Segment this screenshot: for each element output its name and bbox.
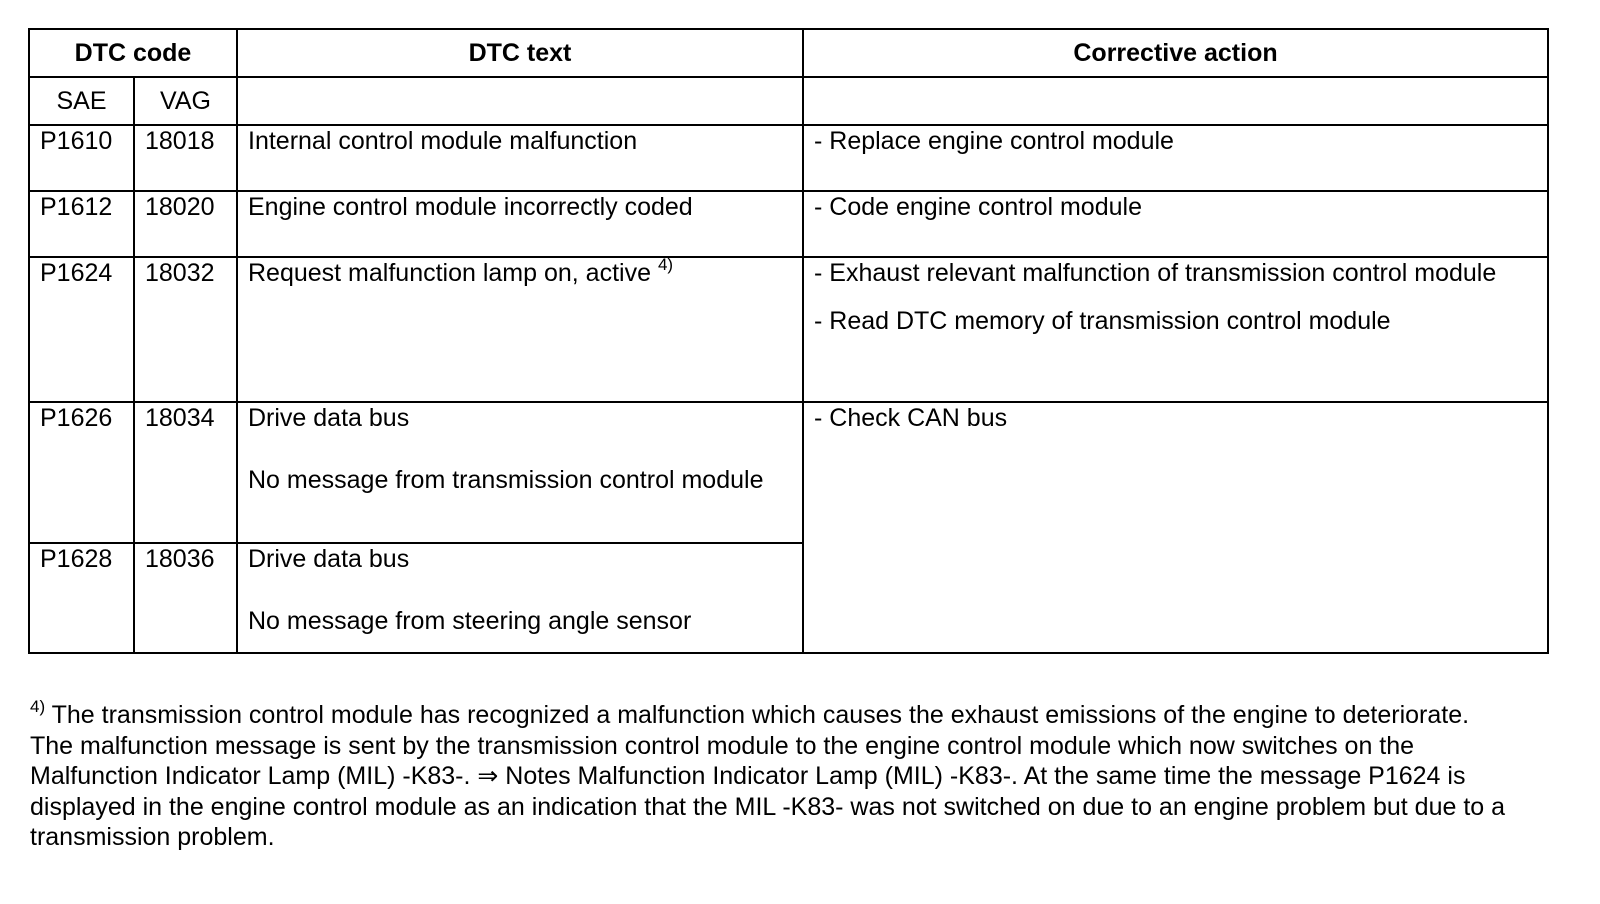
vag-code: 18034 xyxy=(134,402,237,543)
subheader-row xyxy=(29,77,1548,125)
header-dtc-code: DTC code xyxy=(29,29,237,77)
sae-code: P1612 xyxy=(29,191,134,257)
footnote xyxy=(30,696,1510,853)
dtc-table xyxy=(28,28,1549,654)
sae-code: P1624 xyxy=(29,257,134,402)
vag-code: 18036 xyxy=(134,543,237,653)
subheader-sae: SAE xyxy=(29,77,134,125)
footnote-text: The transmission control module has recognized a malfunction which causes the exhaust emissions of the engine to deteriorate. The malfunction message is sent by the transmission control module to the engine control module which now switches on the Malfunction Indicator Lamp (MIL) -K83-. ⇒ Notes Malfunction Indicator Lamp (MIL) -K83-. At the same time the message P1624 is displayed in the engine control module as an indication that the MIL -K83- was not switched on due to an engine problem but due to a transmission problem. xyxy=(30,701,1506,851)
dtc-text-line: Drive data bus xyxy=(248,404,410,432)
dtc-text-line: No message from transmission control module xyxy=(248,466,764,494)
action-item: - Code engine control module xyxy=(814,193,1142,221)
dtc-text xyxy=(237,254,803,402)
sae-code: P1626 xyxy=(29,402,134,543)
action-item: - Exhaust relevant malfunction of transmission control module xyxy=(814,259,1497,287)
sae-code: P1610 xyxy=(29,125,134,191)
dtc-text xyxy=(237,402,803,543)
header-corrective-action: Corrective action xyxy=(803,29,1548,77)
subheader-vag: VAG xyxy=(134,77,237,125)
footnote-marker: 4) xyxy=(30,696,46,716)
action-item: - Replace engine control module xyxy=(814,127,1174,155)
corrective-action xyxy=(803,191,1548,257)
dtc-text-content: Request malfunction lamp on, active xyxy=(248,259,651,287)
vag-code: 18032 xyxy=(134,257,237,402)
corrective-action xyxy=(803,257,1548,402)
table-row xyxy=(29,402,1548,543)
table-row xyxy=(29,191,1548,257)
dtc-text xyxy=(237,543,803,653)
subheader-empty-action xyxy=(803,77,1548,125)
corrective-action xyxy=(803,125,1548,191)
action-item: - Read DTC memory of transmission control module xyxy=(814,307,1391,335)
sae-code: P1628 xyxy=(29,543,134,653)
corrective-action xyxy=(803,402,1548,653)
footnote-ref: 4) xyxy=(657,254,674,274)
action-item: - Check CAN bus xyxy=(814,404,1008,432)
dtc-text-line: Drive data bus xyxy=(248,545,410,573)
table-row xyxy=(29,125,1548,191)
subheader-empty-text xyxy=(237,77,803,125)
dtc-text: Engine control module incorrectly coded xyxy=(237,191,803,257)
vag-code: 18020 xyxy=(134,191,237,257)
dtc-text: Internal control module malfunction xyxy=(237,125,803,191)
header-dtc-text: DTC text xyxy=(237,29,803,77)
vag-code: 18018 xyxy=(134,125,237,191)
table-row xyxy=(29,257,1548,402)
dtc-text-line: No message from steering angle sensor xyxy=(248,607,692,635)
header-row xyxy=(29,29,1548,77)
